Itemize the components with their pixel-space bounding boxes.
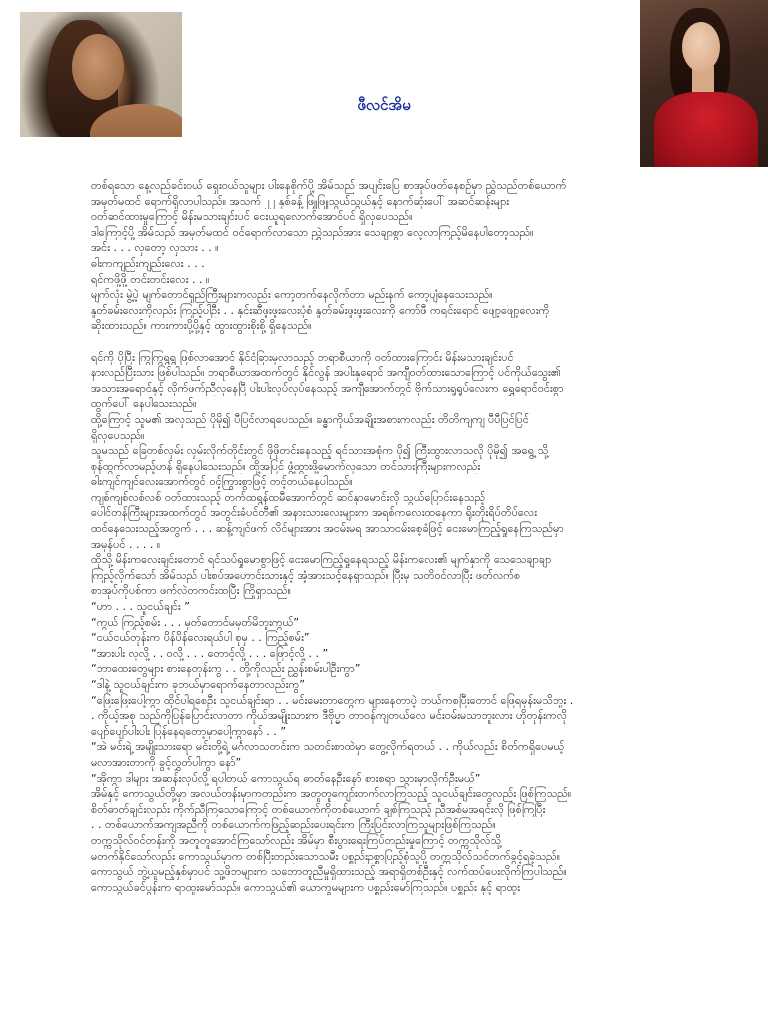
story-line: ဓါးကကျည်းကျည်းလေး . . . <box>91 256 205 270</box>
story-line: မျက်လုံး မွဲ့ပဲ့ မျက်တောင်ရှည်ကြီးများကလည်း ကော့တက်နေလိုက်တာ မည်းနက် ကော့ပျံနေသေးသည်။ <box>91 288 493 302</box>
story-line: “ဒါနဲ့ သူငယ်ချင်းက ခုဘယ်မှာရောက်နေတာလည်းကွ” <box>91 678 305 691</box>
story-line: အသားအရောင်နှင့် လိုက်ဖက်ညီလှနေပြီ ပါးပါးလုပ်လုပ်နေသည့် အကျီအောက်တွင် ဗိုက်သားရှုရှုပ်လေးက ရွှေရောင်ဝင်းစွာ <box>91 381 564 395</box>
story-line: ဝတ်ဆင်ထားမှုကြောင့် မိန်းမသားချင်းပင် ငေးယူရလောက်အောင်ပင် ရှိလှပေသည်။ <box>91 210 413 224</box>
story-line: အမှန်ပင် . . . . ။ <box>91 537 161 551</box>
story-line: အင်း . . . လှတော့ လှသား . . ။ <box>91 241 219 255</box>
story-line: တက္ကသိုလ်ဝင်တန်းကို အတူတူအောင်ကြသော်လည်း အိမ်မှာ စီးပွားရေးကြပ်တည်းမှုကြောင့် တက္ကသိုလ်သို့ <box>91 833 502 847</box>
story-line: ရှိလှပေသည်။ <box>91 428 145 442</box>
photo-face <box>72 34 124 100</box>
story-line: “ငယ်ငယ်တုန်းက ပိန်ပိန်လေးရယ်ပါ စုမှ . . ကြည့်စမ်း” <box>91 631 310 645</box>
story-line: ပေါင်တန်ကြီးများအထက်တွင် အတွင်းခံပင်တီ၏ အနားသားလေးများက အရစ်ကလေးထနေကာ ရိုးတိုးရိပ်တိပ်လေး <box>91 506 537 520</box>
story-line: ထိုသို့ မိန်းကလေးချင်းတောင် ရင်သပ်ရှုမောစွာဖြင့် ငေးမောကြည့်ရှုနေရသည့် မိန်းကလေး၏ မျက်နှာကို သေသေချာချာ <box>91 553 552 567</box>
story-line: ဓါးကျင်ကျင်လေးအောက်တွင် ဝင့်ကြွားစွာဖြင့် တင့်တယ်နေပါသည်။ <box>91 475 353 489</box>
story-line: မတက်နိုင်သော်လည်း ကောသွယ်မှာက တစ်ပြီးတည်းသောသမီး ပစ္စည်းဥစ္စာပြည့်စုံသူပို့ တက္ကသိုလ်သင်တက်ခွင့်ရခဲ့သည်။ <box>91 849 561 863</box>
story-line: “ဟာ . . . သူငယ်ချင်း ” <box>91 600 190 614</box>
story-line: အိမ်နှင့် ကောသွယ်တို့မှာ အလယ်တန်းမှာကတည်းက အတူတူကျော်းတက်လာကြသည့် သူငယ်ချင်းတွေလည်း ဖြစ်ကြသည်။ <box>91 787 572 801</box>
story-line: ရင်ကဖို့ဖို့ တင်းတင်းလေး . . ။ <box>91 272 210 286</box>
story-line: “အားပါး လှလို့ . . ဝလို့ . . . တောင့်လို့ . . . ဖြောင့်လို့ . . ” <box>91 646 329 660</box>
story-line: . ကိုယ့်အစု သည်ကိုပြန်ပြောင်းလာတာ ကိုယ်အမျိုးသားက ဒီဗိုပ္မာ တာဝန်ကျတယ်လေ မင်းဝမ်းမသာဘူးလား ဟိုတုန်းကလို <box>91 709 568 723</box>
story-line: ထင်နေသေးသည့်အတွက် . . . ဆန့်ကျင်ဖက် လိင်များအား အငမ်းမရ အာသာငမ်းစေ့ခံဖြင့် ငေးမောကြည့်ရှုနေကြသည်မှာ <box>91 522 564 536</box>
photo-woman-red-dress <box>640 0 768 167</box>
story-line: ဒါကြောင့်ပို့ အိမ်သည် အမှတ်မထင် ဝင်ရောက်လာသော ညွှဲသည်အား သေချာစွာ လေ့လာကြည့်မိနေပါတော့သည်။ <box>91 225 534 239</box>
story-line: ကောသွယ်ခင်ပွန်းက ရာထူးမော်သည်။ ကောသွယ်၏ ယောက္ခမများက ပစ္စည်းမော်ကြသည်။ ပစ္စည်း နှင့် ရာထူး <box>91 880 521 894</box>
story-line: “အိုကွာ ဒါများ အဆန်းလုပ်လို့ ရပါတယ် ကောသွယ်ရ ဓာတ်နေဦးနော် စားစရာ သွားမှာလိုက်ဦးမယ်” <box>91 771 481 785</box>
story-line: သူမသည် ခြေတစ်လှမ်း လှမ်းလိုက်တိုင်းတွင် ဖိုဖိုတင်းနေသည့် ရင်သားအစုံက ပို၍ ကြီးထွားလာသလို ပိုမို၍ အရွေ့ သို့ <box>91 444 549 458</box>
story-line: “ဖြေးဖြေးပေါ့ကွာ ထိုင်ပါရစေဦး သူငယ်ချင်းရာ . . မင်းမေးတာတွေက များနေတာပဲ့ ဘယ်ကစပြီးတောင် ဖြေရမှန်းမသိဘူး . <box>91 693 574 707</box>
story-line: ကျစ်ကျစ်လစ်လစ် ဝတ်ထားသည့် တက်ထရွန်ထမီအောက်တွင် ဆင်နှာမောင်းလို သွယ်ပြောင်းနေသည့် <box>91 490 486 504</box>
story-line: ကောသွယ် ဘွဲ့ယူမည့်နှစ်မှာပင် သူ့ဖိဘများက သဘောတူညီမှုရှိထားသည့် အရာရှိတစ်ဦးနှင့် လက်ထပ်ပေးလိုက်ကြပါသည်။ <box>91 865 567 879</box>
story-line: ကြည့်လိုက်သော် အိမ်သည် ပါးစပ်အဟောင်းသားနှင့် အံ့အားသင့်နေရှာသည်။ ပြီးမှ သတိဝင်လာပြီး ဖတ်လက်စ <box>91 568 521 582</box>
story-line: “အဲ မင်းရဲ့ အမျိုးသားရော မင်းတို့ရဲ့ မင်္ဂလာသတင်းက သတင်းစာထဲမှာ တွေ့လိုက်ရတယ် . . ကိုယ်လည်း စိတ်ကရှိပေမယ့် <box>91 740 565 754</box>
story-line: တစ်ရသော နေ့လည်ခင်းဝယ် ရှေးဝယ်သူများ ပါးနေစိုက်ပို့ အိမ်သည် အပျင်းပြေ စာအုပ်ဖတ်နေစဉ်မှာ ညွှဲသည်တစ်ယောက် <box>91 179 567 192</box>
photo-face <box>682 22 720 72</box>
story-line: နားလည်ပြီးသား ဖြစ်ပါသည်။ ဘရာစီယာအထက်တွင် နိုင်လွန် အပါးနှရောင် အကျီဝတ်ထားသောကြောင့် ပင်ကိုယ်သွေး၏ <box>91 366 561 380</box>
story-line: ထွက်ပေါ် နေပါသေးသည်။ <box>91 397 197 411</box>
story-line: အမှတ်မထင် ရောက်ရှိလာပါသည်။ အသက် ၂၂ နှစ်ခန့် ဖြူဖြူသွယ်သွယ်နှင့် နောက်ဆုံးပေါ် အဆင်ဆန်းများ <box>91 194 510 208</box>
story-line: ရင်ကို ပိုပြီး ကြွကြွရွရွ ဖြစ်လာအောင် နိုင်ငံခြားမှလာသည့် ဘရာစီယာကို ဝတ်ထားကြောင်း မိန်းမသားချင်းပင် <box>91 350 514 364</box>
story-line: စိတ်ဓာတ်ချင်းလည်း ကိုက်ညီကြသောကြောင့် တစ်ယောက်ကိုတစ်ယောက် ချစ်ကြသည့် ညီအစ်မအရင်းလို ဖြစ်ကြပြီး <box>91 802 546 816</box>
story-line: နှုတ်ခမ်းလေးကိုလည်း ကြည့်ပါဦး . . နှင်းဆီဖူးဖူးလေးပုံစံ နှုတ်ခမ်းဖူးဖူးလေးကို ကော်ဖီ ကရင်းရောင် ဖျော့ဖျော့လေးကို <box>91 303 550 317</box>
story-body <box>91 178 691 895</box>
story-line: ဆိုးထားသည်။ ကားကားပို့ပို့နှင့် ထွားထွားစိုးစို့ ရှိနေသည်။ <box>91 319 312 333</box>
story-line: စုန်ထွက်လာမည့်ဟန် ရှိနေပါသေးသည်။ ထို့အပြင် ဖွံ့ထွားဖို့မောက်လှသော တင်သားကြီးများကလည်း <box>91 459 481 473</box>
story-line: . . တစ်ယောက်အကျအညီကို တစ်ယောက်ကဖြည့်ဆည်းပေးရင်းက ကြီးပြင်းလာကြသူများဖြစ်ကြသည်။ <box>91 818 496 832</box>
story-line <box>91 334 691 350</box>
story-line: ပျော်ပျော်ပါးပါး ပြန်နေရတော့မှာပေါ့ကွာနော် . . ” <box>91 724 287 738</box>
story-line: စာအုပ်ကိုပစ်ကာ ဖက်လဲတကင်းထပြီး ကြိုရှာသည်။ <box>91 584 291 598</box>
story-line: “ဘာထေးတွေများ စားနေတုန်းကွ . . တို့ကိုလည်း ညွှန်းစမ်းပါဦးကွာ” <box>91 662 361 676</box>
story-line: ထို့ကြောင့် သူမ၏ အလှသည် ပိုမို၍ ပီပြင်လာရပေသည်။ ခန္ဓာကိုယ်အချိုးအစားကလည်း တိတိကျကျ ပီပီပြင်ပြင် <box>91 412 529 426</box>
photo-woman-left <box>20 12 182 137</box>
page-title: ဖီလင်အိမ <box>357 96 411 114</box>
story-line: “ကွယ် ကြည့်စမ်း . . . မှတ်တောင်မမှတ်မိဘူးကွယ်” <box>91 615 300 629</box>
story-line: မလာအားတာကို ခွင့်လွှတ်ပါကွာ နော်” <box>91 755 242 769</box>
